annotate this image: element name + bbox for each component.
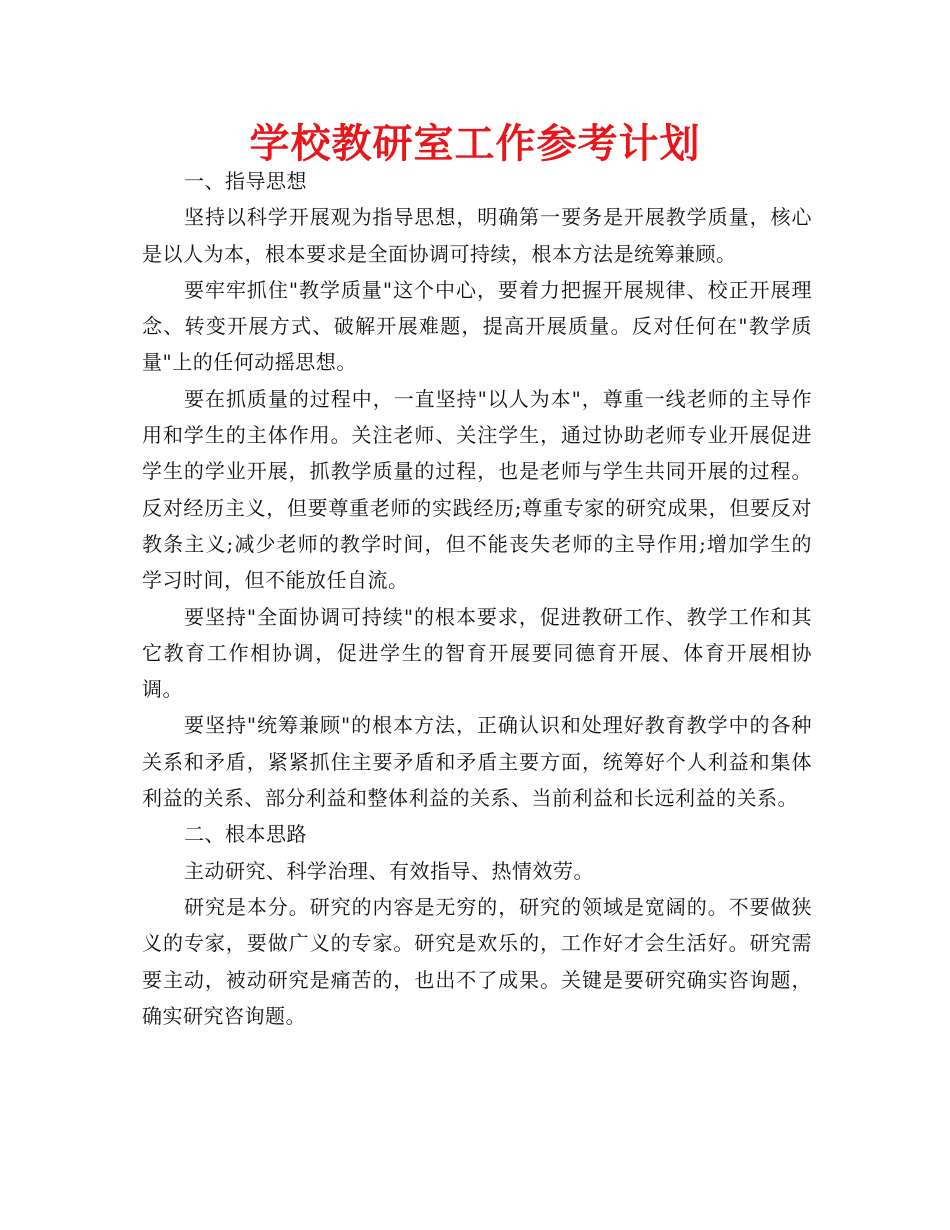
document-body (142, 163, 812, 1034)
paragraph: 要牢牢抓住"教学质量"这个中心，要着力把握开展规律、校正开展理念、转变开展方式、破解开展难题，提高开展质量。反对任何在"教学质量"上的任何动摇思想。 (142, 277, 812, 375)
paragraph: 坚持以科学开展观为指导思想，明确第一要务是开展教学质量，核心是以人为本，根本要求是全面协调可持续，根本方法是统筹兼顾。 (142, 205, 812, 266)
section-heading-basic-approach: 二、根本思路 (184, 822, 307, 847)
paragraph: 研究是本分。研究的内容是无穷的，研究的领域是宽阔的。不要做狭义的专家，要做广义的专家。研究是欢乐的，工作好才会生活好。研究需要主动，被动研究是痛苦的，也出不了成果。关键是要研究确实咨询题，确实研究咨询题。 (142, 894, 812, 1028)
paragraph: 主动研究、科学治理、有效指导、热情效劳。 (184, 858, 594, 883)
document-title: 学校教研室工作参考计划 (249, 121, 701, 167)
paragraph: 要坚持"全面协调可持续"的根本要求，促进教研工作、教学工作和其它教育工作相协调，促进学生的智育开展要同德育开展、体育开展相协调。 (142, 604, 812, 702)
paragraph: 要在抓质量的过程中，一直坚持"以人为本"，尊重一线老师的主导作用和学生的主体作用。关注老师、关注学生，通过协助老师专业开展促进学生的学业开展，抓教学质量的过程，也是老师与学生共同开展的过程。反对经历主义，但要尊重老师的实践经历;尊重专家的研究成果，但要反对教条主义;减少老师的教学时间，但不能丧失老师的主导作用;增加学生的学习时间，但不能放任自流。 (142, 386, 812, 593)
section-heading-guiding-ideology: 一、指导思想 (184, 169, 307, 193)
paragraph: 要坚持"统筹兼顾"的根本方法，正确认识和处理好教育教学中的各种关系和矛盾，紧紧抓住主要矛盾和矛盾主要方面，统筹好个人利益和集体利益的关系、部分利益和整体利益的关系、当前利益和长远利益的关系。 (142, 713, 812, 811)
